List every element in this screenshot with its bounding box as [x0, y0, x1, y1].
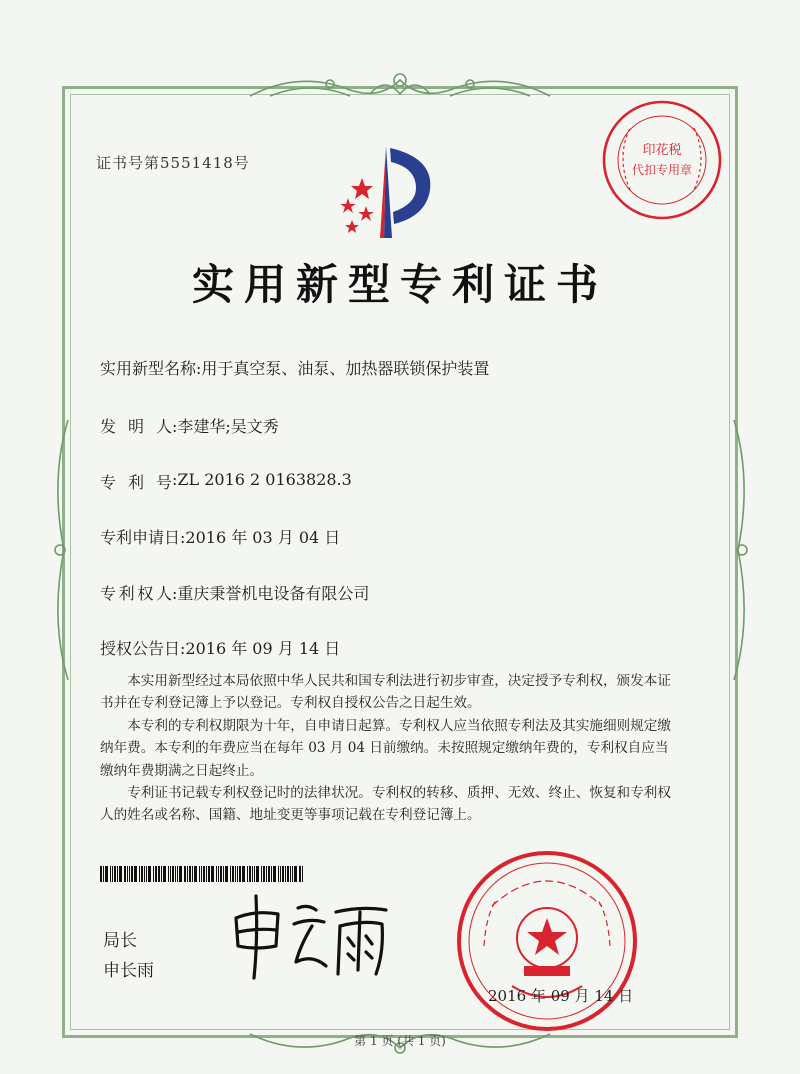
barcode-bar — [294, 866, 297, 882]
filing-date-label: 专利申请日: — [100, 528, 186, 547]
barcode-bar — [131, 866, 133, 882]
barcode-bar — [256, 866, 259, 882]
issue-date: 2016 年 09 月 14 日 — [488, 987, 634, 1005]
filing-date-value: 2016 年 03 月 04 日 — [185, 528, 341, 547]
barcode-bar — [119, 866, 122, 882]
barcode-bar — [129, 866, 130, 882]
barcode-bar — [144, 866, 145, 882]
barcode-bar — [163, 866, 166, 882]
barcode-bar — [112, 866, 113, 882]
grant-date-label: 授权公告日: — [100, 639, 186, 658]
barcode-bar — [285, 866, 286, 882]
barcode-bar — [100, 866, 102, 882]
tax-stamp-line2: 代扣专用章 — [631, 163, 693, 177]
patent-number-row: 专 利 号 :ZL 2016 2 0163828.3 — [100, 470, 352, 492]
director-title: 局长 — [103, 931, 137, 951]
barcode-bar — [216, 866, 217, 882]
barcode-bar — [211, 866, 214, 882]
barcode-bar — [117, 866, 118, 882]
barcode-bar — [218, 866, 219, 882]
director-signature — [226, 888, 396, 983]
barcode-bar — [225, 866, 228, 882]
barcode-bar — [268, 866, 270, 882]
barcode-bar — [287, 866, 289, 882]
barcode-bar — [134, 866, 137, 882]
page-number: 第 1 页 (共 1 页) — [354, 1034, 446, 1048]
barcode-bar — [168, 866, 169, 882]
inventor-row: 发 明 人 :李建华;吴文秀 — [100, 414, 279, 437]
body-paragraph-3: 专利证书记载专利权登记时的法律状况。专利权的转移、质押、无效、终止、恢复和专利权人的姓名或名称、国籍、地址变更等事项记载在专利登记簿上。 — [100, 785, 671, 824]
barcode-bar — [280, 866, 281, 882]
barcode-bar — [148, 866, 151, 882]
barcode-bar — [220, 866, 222, 882]
barcode-bar — [263, 866, 265, 882]
inventor-value: 李建华;吴文秀 — [177, 417, 279, 436]
patent-number-label: 专 利 号 — [100, 473, 172, 492]
patentee-label: 专 利 权 人 — [100, 584, 172, 603]
official-seal — [452, 846, 642, 1036]
barcode-bar — [278, 866, 279, 882]
barcode-bar — [299, 866, 301, 882]
utility-model-name-label: 实用新型名称: — [100, 359, 202, 378]
barcode-bar — [155, 866, 157, 882]
grant-date-value: 2016 年 09 月 14 日 — [185, 639, 341, 658]
barcode-bar — [201, 866, 202, 882]
cnipa-logo-icon — [330, 138, 440, 248]
barcode-bar — [261, 866, 262, 882]
barcode-bar — [206, 866, 207, 882]
patentee-row: 专 利 权 人 :重庆秉誉机电设备有限公司 — [100, 581, 369, 604]
barcode-bar — [187, 866, 188, 882]
barcode-bar — [161, 866, 162, 882]
barcode-bar — [235, 866, 236, 882]
left-ornament — [46, 420, 76, 680]
tax-stamp — [600, 98, 724, 222]
barcode-bar — [199, 866, 200, 882]
barcode-bar — [239, 866, 241, 882]
barcode-bar — [230, 866, 231, 882]
barcode-bar — [242, 866, 245, 882]
barcode-bar — [146, 866, 147, 882]
barcode-bar — [203, 866, 205, 882]
barcode-bar — [271, 866, 272, 882]
certificate-body — [100, 670, 675, 827]
barcode-bar — [105, 866, 108, 882]
barcode-bar — [223, 866, 224, 882]
filing-date-row — [100, 525, 340, 548]
barcode-bar — [139, 866, 140, 882]
barcode-bar — [266, 866, 267, 882]
barcode — [100, 866, 322, 882]
barcode-bar — [249, 866, 251, 882]
barcode-bar — [189, 866, 191, 882]
patentee-value: 重庆秉誉机电设备有限公司 — [177, 584, 370, 603]
certificate-title: 实用新型专利证书 — [191, 260, 608, 309]
barcode-bar — [177, 866, 178, 882]
barcode-bar — [252, 866, 253, 882]
director-name: 申长雨 — [103, 961, 154, 981]
tax-stamp-line1: 印花税 — [642, 143, 682, 158]
grant-date-row — [100, 636, 340, 659]
inventor-label: 发 明 人 — [100, 417, 172, 436]
barcode-bar — [158, 866, 160, 882]
barcode-bar — [124, 866, 126, 882]
barcode-bar — [103, 866, 104, 882]
barcode-bar — [172, 866, 174, 882]
barcode-bar — [232, 866, 234, 882]
barcode-bar — [302, 866, 303, 882]
body-paragraph-1: 本实用新型经过本局依照中华人民共和国专利法进行初步审查，决定授予专利权，颁发本证书并在专利登记簿上予以登记。专利权自授权公告之日起生效。 — [100, 673, 671, 712]
utility-model-name-value: 用于真空泵、油泵、加热器联锁保护装置 — [201, 359, 490, 378]
barcode-bar — [127, 866, 128, 882]
barcode-bar — [192, 866, 193, 882]
right-ornament — [726, 420, 756, 680]
utility-model-name-row — [100, 356, 489, 379]
barcode-bar — [194, 866, 197, 882]
certificate-number: 证书号第5551418号 — [96, 154, 250, 172]
barcode-bar — [290, 866, 291, 882]
barcode-bar — [247, 866, 248, 882]
top-ornament — [230, 66, 570, 106]
barcode-bar — [179, 866, 182, 882]
barcode-bar — [153, 866, 154, 882]
barcode-bar — [273, 866, 276, 882]
barcode-bar — [282, 866, 284, 882]
barcode-bar — [254, 866, 255, 882]
barcode-bar — [237, 866, 238, 882]
barcode-bar — [175, 866, 176, 882]
barcode-bar — [292, 866, 293, 882]
body-paragraph-2: 本专利的专利权期限为十年，自申请日起算。专利权人应当依照专利法及其实施细则规定缴纳年费。本专利的年费应当在每年 03 月 04 日前缴纳。未按照规定缴纳年费的，专利权自应当缴纳年费期满之日起终止。 — [100, 717, 671, 779]
barcode-bar — [184, 866, 186, 882]
barcode-bar — [208, 866, 210, 882]
patent-number-value: ZL 2016 2 0163828.3 — [177, 470, 352, 489]
barcode-bar — [110, 866, 111, 882]
barcode-bar — [141, 866, 143, 882]
barcode-bar — [170, 866, 171, 882]
barcode-bar — [114, 866, 116, 882]
